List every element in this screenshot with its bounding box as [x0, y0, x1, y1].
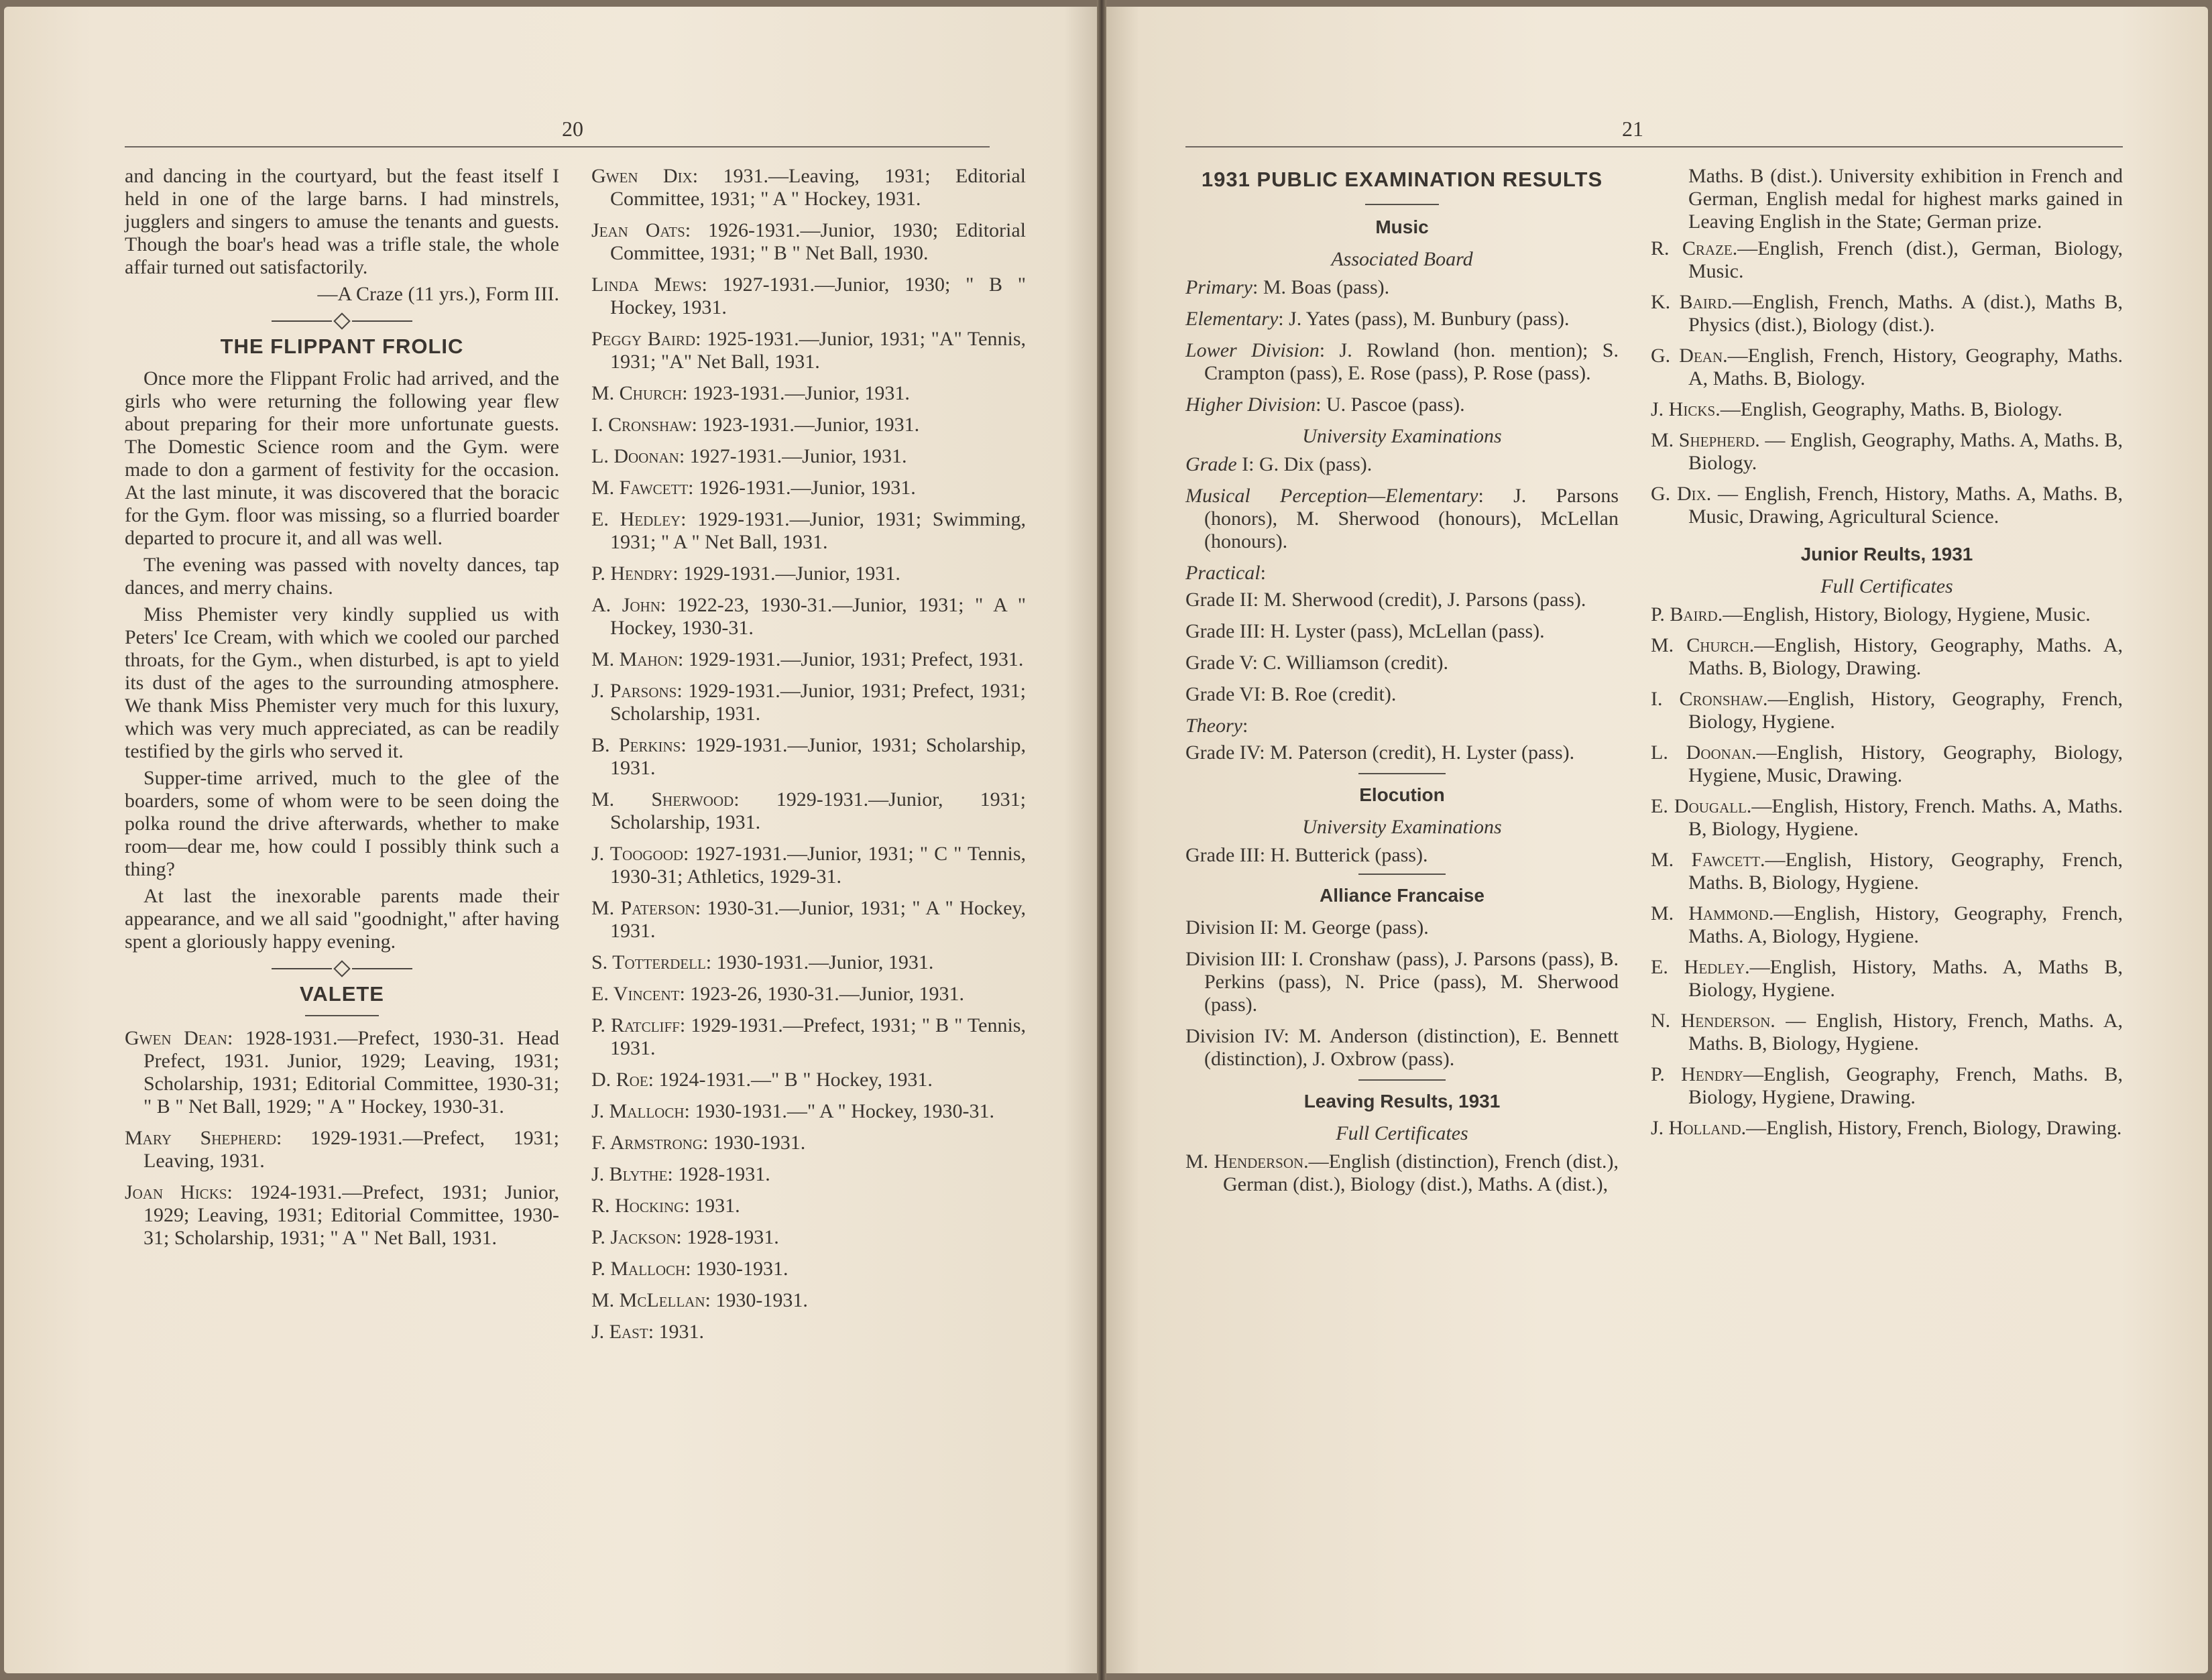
entry-name: G. Dean	[1651, 345, 1723, 367]
entry-text: .—English, History, Geography, Maths. A, Maths. B, Biology, Drawing.	[1688, 634, 2123, 679]
valete-entry	[591, 734, 1026, 780]
valete-entry	[591, 1258, 1026, 1280]
valete-entry	[591, 788, 1026, 834]
entry-name: J. Toogood	[591, 843, 684, 865]
valete-entry	[591, 1132, 1026, 1154]
entry-name: Mary Shepherd	[125, 1127, 277, 1149]
diamond-divider	[125, 963, 559, 975]
junior-results	[1651, 603, 2123, 1140]
junior-entry	[1651, 795, 2123, 841]
alliance-result: Division III: I. Cronshaw (pass), J. Parsons (pass), B. Perkins (pass), N. Price (pass), M. Sherwood (pass).	[1185, 948, 1619, 1016]
university-exams-subheading: University Examinations	[1302, 425, 1502, 447]
entry-name: J. East	[591, 1321, 648, 1343]
valete-entry	[591, 477, 1026, 499]
entry-name: Linda Mews	[591, 274, 702, 296]
leaving-entry	[1651, 237, 2123, 283]
short-rule	[1365, 204, 1439, 205]
entry-name: S. Totterdell	[591, 951, 706, 973]
result-text: : J. Rowland (hon. mention); S. Crampton (pass), E. Rose (pass), P. Rose (pass).	[1204, 339, 1619, 384]
entry-text: : 1930-1931.	[702, 1132, 806, 1154]
valete-entry	[591, 562, 1026, 585]
entry-name: R. Hocking	[591, 1195, 685, 1217]
valete-entry	[591, 843, 1026, 888]
entry-name: Gwen Dean	[125, 1027, 227, 1049]
entry-text: : 1931.—Leaving, 1931; Editorial Committee, 1931; " A " Hockey, 1931.	[610, 165, 1026, 210]
leaving-entry-continued: Maths. B (dist.). University exhibition in French and German, English medal for highest marks gained in Leaving English in the State; German prize.	[1688, 165, 2123, 233]
junior-subheading: Full Certificates	[1820, 575, 1953, 597]
entry-name: J. Blythe	[591, 1163, 668, 1185]
valete-entry	[591, 219, 1026, 265]
entry-name: A. John	[591, 594, 660, 616]
entry-text: : 1926-1931.—Junior, 1931.	[688, 477, 916, 499]
practical-result: Grade V: C. Williamson (credit).	[1185, 652, 1449, 674]
entry-text: .—English, History, Maths. A, Maths B, Biology, Hygiene.	[1688, 956, 2123, 1001]
short-rule	[1358, 1079, 1446, 1081]
entry-text: : 1926-1931.—Junior, 1930; Editorial Committee, 1931; " B " Net Ball, 1930.	[610, 219, 1026, 264]
entry-name: K. Baird	[1651, 291, 1727, 313]
valete-entry	[591, 274, 1026, 319]
entry-name: J. Malloch	[591, 1100, 685, 1122]
diamond-divider	[125, 315, 559, 327]
practical-result: Grade II: M. Sherwood (credit), J. Parsons (pass).	[1185, 589, 1586, 611]
alliance-results	[1185, 916, 1619, 1071]
junior-entry	[1651, 1063, 2123, 1109]
elocution-subheading: University Examinations	[1302, 816, 1502, 838]
entry-name: P. Hendry	[1651, 1063, 1743, 1085]
entry-text: : 1929-1931.—Junior, 1931; Prefect, 1931; Scholarship, 1931.	[610, 680, 1026, 725]
entry-name: E. Dougall	[1651, 795, 1747, 817]
junior-entry	[1651, 634, 2123, 680]
entry-text: : 1928-1931.—Prefect, 1930-31. Head Prefect, 1931. Junior, 1929; Leaving, 1931; Scholarship, 1931; Editorial Committee, 1930-31; " B " Net Ball, 1929; " A " Hockey, 1930-31.	[143, 1027, 559, 1118]
entry-name: P. Malloch	[591, 1258, 686, 1280]
right-page	[1106, 7, 2208, 1673]
entry-name: M. Mahon	[591, 648, 679, 670]
entry-text: : 1930-1931.—Junior, 1931.	[705, 951, 934, 973]
valete-entry	[591, 508, 1026, 554]
music-result	[1185, 276, 1619, 299]
junior-entry	[1651, 1117, 2123, 1140]
valete-entry	[591, 1163, 1026, 1186]
entry-text: .—English, History, Geography, French, Maths. B, Biology, Hygiene.	[1688, 849, 2123, 894]
entry-name: P. Ratcliff	[591, 1014, 680, 1036]
alliance-result: Division IV: M. Anderson (distinction), E. Bennett (distinction), J. Oxbrow (pass).	[1185, 1025, 1619, 1070]
theory-results	[1185, 741, 1619, 764]
entry-name: M. McLellan	[591, 1289, 705, 1311]
entry-text: : 1927-1931.—Junior, 1931; " C " Tennis, 1930-31; Athletics, 1929-31.	[610, 843, 1027, 888]
associated-board-subheading: Associated Board	[1331, 248, 1473, 270]
entry-text: : 1930-1931.	[685, 1258, 789, 1280]
short-rule	[1358, 874, 1446, 875]
entry-text: .—English, History, Geography, Biology, Hygiene, Music, Drawing.	[1688, 741, 2123, 786]
practical-result: Grade VI: B. Roe (credit).	[1185, 683, 1397, 705]
valete-entry	[591, 951, 1026, 974]
story-signature: —A Craze (11 yrs.), Form III.	[317, 283, 559, 305]
entry-name: L. Doonan	[591, 445, 679, 467]
entry-name: J. Holland	[1651, 1117, 1741, 1139]
entry-text: : 1923-1931.—Junior, 1931.	[691, 414, 920, 436]
result-text: I: G. Dix (pass).	[1236, 453, 1373, 475]
valete-entry	[591, 680, 1026, 725]
valete-entry	[591, 983, 1026, 1006]
practical-results	[1185, 589, 1619, 706]
leaving-entry	[1651, 483, 2123, 528]
entry-text: : 1931.	[648, 1321, 705, 1343]
book-spine	[1097, 0, 1106, 1680]
entry-text: : 1929-1931.—Prefect, 1931; Leaving, 1931.	[143, 1127, 559, 1172]
entry-text: . — English, History, French, Maths. A, Maths. B, Biology, Hygiene.	[1688, 1010, 2123, 1055]
valete-heading: VALETE	[300, 982, 384, 1006]
valete-entry	[591, 1226, 1026, 1249]
entry-name: Peggy Baird	[591, 328, 696, 350]
entry-name: M. Paterson	[591, 897, 695, 919]
result-label: Higher Division	[1185, 394, 1316, 416]
leaving-entry	[1651, 429, 2123, 475]
university-result	[1185, 453, 1619, 476]
valete-entry	[591, 1100, 1026, 1123]
valete-entry	[591, 1014, 1026, 1060]
entry-text: : 1923-26, 1930-31.—Junior, 1931.	[679, 983, 965, 1005]
entry-text: : 1929-1931.—Prefect, 1931; " B " Tennis, 1931.	[610, 1014, 1026, 1059]
valete-entry	[591, 648, 1026, 671]
valete-entry	[591, 897, 1026, 943]
entry-text: : 1923-1931.—Junior, 1931.	[682, 382, 910, 404]
entry-name: P. Hendry	[591, 562, 673, 585]
entry-name: P. Baird	[1651, 603, 1718, 625]
leaving-results	[1651, 237, 2123, 528]
music-heading: Music	[1375, 217, 1429, 237]
entry-text: : 1930-31.—Junior, 1931; " A " Hockey, 1931.	[610, 897, 1027, 942]
entry-text: : 1925-1931.—Junior, 1931; "A" Tennis, 1931; "A" Net Ball, 1931.	[610, 328, 1026, 373]
entry-text: : 1924-1931.—" B " Hockey, 1931.	[648, 1069, 933, 1091]
entry-text: . — English, French, History, Maths. A, Maths. B, Music, Drawing, Agricultural Science.	[1688, 483, 2123, 528]
alliance-heading: Alliance Francaise	[1320, 885, 1485, 906]
entry-name: B. Perkins	[591, 734, 681, 756]
entry-text: : 1930-1931.	[705, 1289, 808, 1311]
entry-text: .—English, French (dist.), German, Biology, Music.	[1688, 237, 2123, 282]
valete-entry	[591, 414, 1026, 436]
valete-entry	[125, 1127, 559, 1173]
result-label: Primary	[1185, 276, 1253, 298]
right-column-1	[1185, 165, 1619, 1204]
valete-entry	[125, 1027, 559, 1118]
entry-text: : 1929-1931.—Junior, 1931; Scholarship, 1931.	[610, 788, 1026, 833]
elocution-result: Grade III: H. Butterick (pass).	[1185, 844, 1428, 866]
valete-entry	[125, 1181, 559, 1250]
entry-text: : 1928-1931.	[667, 1163, 770, 1185]
music-result	[1185, 339, 1619, 385]
entry-text: .—English, French, Maths. A (dist.), Maths B, Physics (dist.), Biology (dist.).	[1688, 291, 2123, 336]
valete-entry	[591, 328, 1026, 373]
leaving-entry	[1651, 291, 2123, 337]
leaving-subheading: Full Certificates	[1336, 1122, 1468, 1144]
music-result	[1185, 308, 1619, 331]
entry-name: D. Roe	[591, 1069, 648, 1091]
frolic-heading: THE FLIPPANT FROLIC	[220, 335, 464, 358]
entry-name: E. Hedley	[591, 508, 681, 530]
short-rule	[1358, 773, 1446, 774]
exam-results-title: 1931 PUBLIC EXAMINATION RESULTS	[1201, 168, 1603, 191]
entry-name: E. Vincent	[591, 983, 680, 1005]
theory-result: Grade IV: M. Paterson (credit), H. Lyster (pass).	[1185, 741, 1575, 764]
entry-name: M. Sherwood	[591, 788, 734, 811]
left-column-2	[591, 165, 1026, 1352]
entry-name: Gwen Dix	[591, 165, 693, 187]
music-results	[1185, 276, 1619, 416]
practical-label: Practical:	[1185, 562, 1266, 584]
junior-entry	[1651, 741, 2123, 787]
junior-entry	[1651, 956, 2123, 1002]
entry-text: . — English, Geography, Maths. A, Maths. B, Biology.	[1688, 429, 2123, 474]
leaving-heading: Leaving Results, 1931	[1303, 1091, 1501, 1112]
entry-text: .—English, History, Geography, French, Biology, Hygiene.	[1688, 688, 2123, 733]
theory-label: Theory:	[1185, 715, 1248, 737]
entry-name: M. Shepherd	[1651, 429, 1755, 451]
entry-text: : 1929-1931.—Junior, 1931; Swimming, 1931; " A " Net Ball, 1931.	[610, 508, 1026, 553]
valete-entry	[591, 594, 1026, 640]
valete-list	[125, 1027, 559, 1250]
junior-heading: Junior Reults, 1931	[1800, 544, 1973, 564]
entry-name: L. Doonan	[1651, 741, 1752, 764]
left-page	[4, 7, 1097, 1673]
entry-name: Jean Oats	[591, 219, 685, 241]
music-result	[1185, 394, 1619, 416]
valete-entry	[591, 1321, 1026, 1343]
junior-entry	[1651, 902, 2123, 948]
frolic-paragraph: Miss Phemister very kindly supplied us with Peters' Ice Cream, with which we cooled our parched throats, for the Gym., when disturbed, is apt to yield its dust of the ages to the surrounding atmosphere. We thank Miss Phemister very much for this luxury, which was very much appreciated, as can be readily testified by the girls who served it.	[125, 603, 559, 762]
elocution-heading: Elocution	[1359, 784, 1445, 805]
story-ending: and dancing in the courtyard, but the feast itself I held in one of the large barns. I had minstrels, jugglers and singers to amuse the tenants and guests. Though the boar's head was a trifle stale, the whole affair turned out satisfactorily.	[125, 165, 559, 278]
valete-entry	[591, 1289, 1026, 1312]
entry-text: : 1928-1931.	[676, 1226, 779, 1248]
entry-name: R. Craze	[1651, 237, 1733, 259]
header-rule	[1185, 146, 2123, 147]
result-text: : M. Boas (pass).	[1253, 276, 1390, 298]
valete-entry	[591, 165, 1026, 211]
entry-text: .—English, History, Geography, French, Maths. A, Biology, Hygiene.	[1688, 902, 2123, 947]
entry-name: N. Henderson	[1651, 1010, 1771, 1032]
entry-text: .—English, Geography, Maths. B, Biology.	[1715, 398, 2062, 420]
valete-list	[591, 165, 1026, 1343]
entry-name: P. Jackson	[591, 1226, 677, 1248]
alliance-result: Division II: M. George (pass).	[1185, 916, 1429, 939]
result-text: : U. Pascoe (pass).	[1316, 394, 1465, 416]
left-column-1	[125, 165, 559, 1258]
entry-text: : 1931.	[684, 1195, 740, 1217]
valete-entry	[591, 382, 1026, 405]
page-number: 21	[1622, 117, 1643, 141]
frolic-paragraph: At last the inexorable parents made their appearance, and we all said "goodnight," after having spent a gloriously happy evening.	[125, 885, 559, 953]
entry-name: G. Dix	[1651, 483, 1706, 505]
header-rule	[125, 146, 990, 147]
entry-name: M. Church	[1651, 634, 1749, 656]
entry-text: .—English, History, Biology, Hygiene, Music.	[1717, 603, 2091, 625]
valete-entry	[591, 1195, 1026, 1217]
result-label: Lower Division	[1185, 339, 1320, 361]
entry-text: : 1924-1931.—Prefect, 1931; Junior, 1929; Leaving, 1931; Editorial Committee, 1930-31; Scholarship, 1931; " A " Net Ball, 1931.	[143, 1181, 560, 1249]
junior-entry	[1651, 603, 2123, 626]
entry-text: : 1922-23, 1930-31.—Junior, 1931; " A " Hockey, 1930-31.	[610, 594, 1026, 639]
entry-name: E. Hedley	[1651, 956, 1745, 978]
entry-text: : 1929-1931.—Junior, 1931.	[673, 562, 900, 585]
entry-text: : 1927-1931.—Junior, 1930; " B " Hockey, 1931.	[610, 274, 1026, 318]
practical-result: Grade III: H. Lyster (pass), McLellan (pass).	[1185, 620, 1545, 642]
entry-text: .—English, History, French, Biology, Drawing.	[1741, 1117, 2122, 1139]
valete-entry	[591, 445, 1026, 468]
entry-name: Joan Hicks	[125, 1181, 227, 1203]
entry-name: J. Hicks	[1651, 398, 1716, 420]
leaving-entry: M. Henderson.—English (distinction), French (dist.), German (dist.), Biology (dist.), Maths. A (dist.),	[1185, 1150, 1619, 1195]
university-results	[1185, 453, 1619, 553]
entry-name: F. Armstrong	[591, 1132, 703, 1154]
university-result	[1185, 485, 1619, 553]
result-text: : J. Yates (pass), M. Bunbury (pass).	[1278, 308, 1570, 330]
entry-text: .—English, History, French. Maths. A, Maths. B, Biology, Hygiene.	[1688, 795, 2123, 840]
short-rule	[305, 1015, 379, 1016]
page-number: 20	[562, 117, 583, 141]
entry-name: I. Cronshaw	[1651, 688, 1763, 710]
entry-name: M. Fawcett	[1651, 849, 1761, 871]
entry-text: : 1929-1931.—Junior, 1931; Scholarship, 1931.	[610, 734, 1026, 779]
right-column-2	[1651, 165, 2123, 1148]
entry-text: : 1930-1931.—" A " Hockey, 1930-31.	[684, 1100, 995, 1122]
entry-name: M. Church	[591, 382, 683, 404]
junior-entry	[1651, 688, 2123, 733]
entry-text: —English, Geography, French, Maths. B, Biology, Hygiene, Drawing.	[1688, 1063, 2123, 1108]
entry-text: : 1929-1931.—Junior, 1931; Prefect, 1931.	[678, 648, 1024, 670]
frolic-paragraph: The evening was passed with novelty dances, tap dances, and merry chains.	[125, 554, 559, 599]
junior-entry	[1651, 849, 2123, 894]
result-label: Musical Perception—Elementary	[1185, 485, 1478, 507]
junior-entry	[1651, 1010, 2123, 1055]
entry-name: J. Parsons	[591, 680, 677, 702]
entry-text: .—English, French, History, Geography, Maths. A, Maths. B, Biology.	[1688, 345, 2123, 389]
frolic-paragraph: Supper-time arrived, much to the glee of the boarders, some of whom were to be seen doing the polka round the drive afterwards, whether to make room—dear me, how could I possibly think such a thing?	[125, 767, 559, 880]
result-label: Elementary	[1185, 308, 1279, 330]
entry-text: : 1927-1931.—Junior, 1931.	[679, 445, 907, 467]
entry-name: M. Fawcett	[591, 477, 689, 499]
result-label: Grade	[1185, 453, 1237, 475]
entry-name: I. Cronshaw	[591, 414, 692, 436]
result-text: : J. Parsons (honors), M. Sherwood (honours), McLellan (honours).	[1204, 485, 1619, 552]
entry-name: M. Hammond	[1651, 902, 1769, 924]
leaving-entry	[1651, 398, 2123, 421]
leaving-entry	[1651, 345, 2123, 390]
frolic-paragraph: Once more the Flippant Frolic had arrived, and the girls who were returning the following year flew about preparing for their more unfortunate guests. The Domestic Science room and the Gym. were made to don a garment of festivity for the occasion. At the last minute, it was discovered that the boracic for the Gym. floor was missing, so a flurried boarder departed to procure it, and all was well.	[125, 367, 559, 549]
valete-entry	[591, 1069, 1026, 1091]
